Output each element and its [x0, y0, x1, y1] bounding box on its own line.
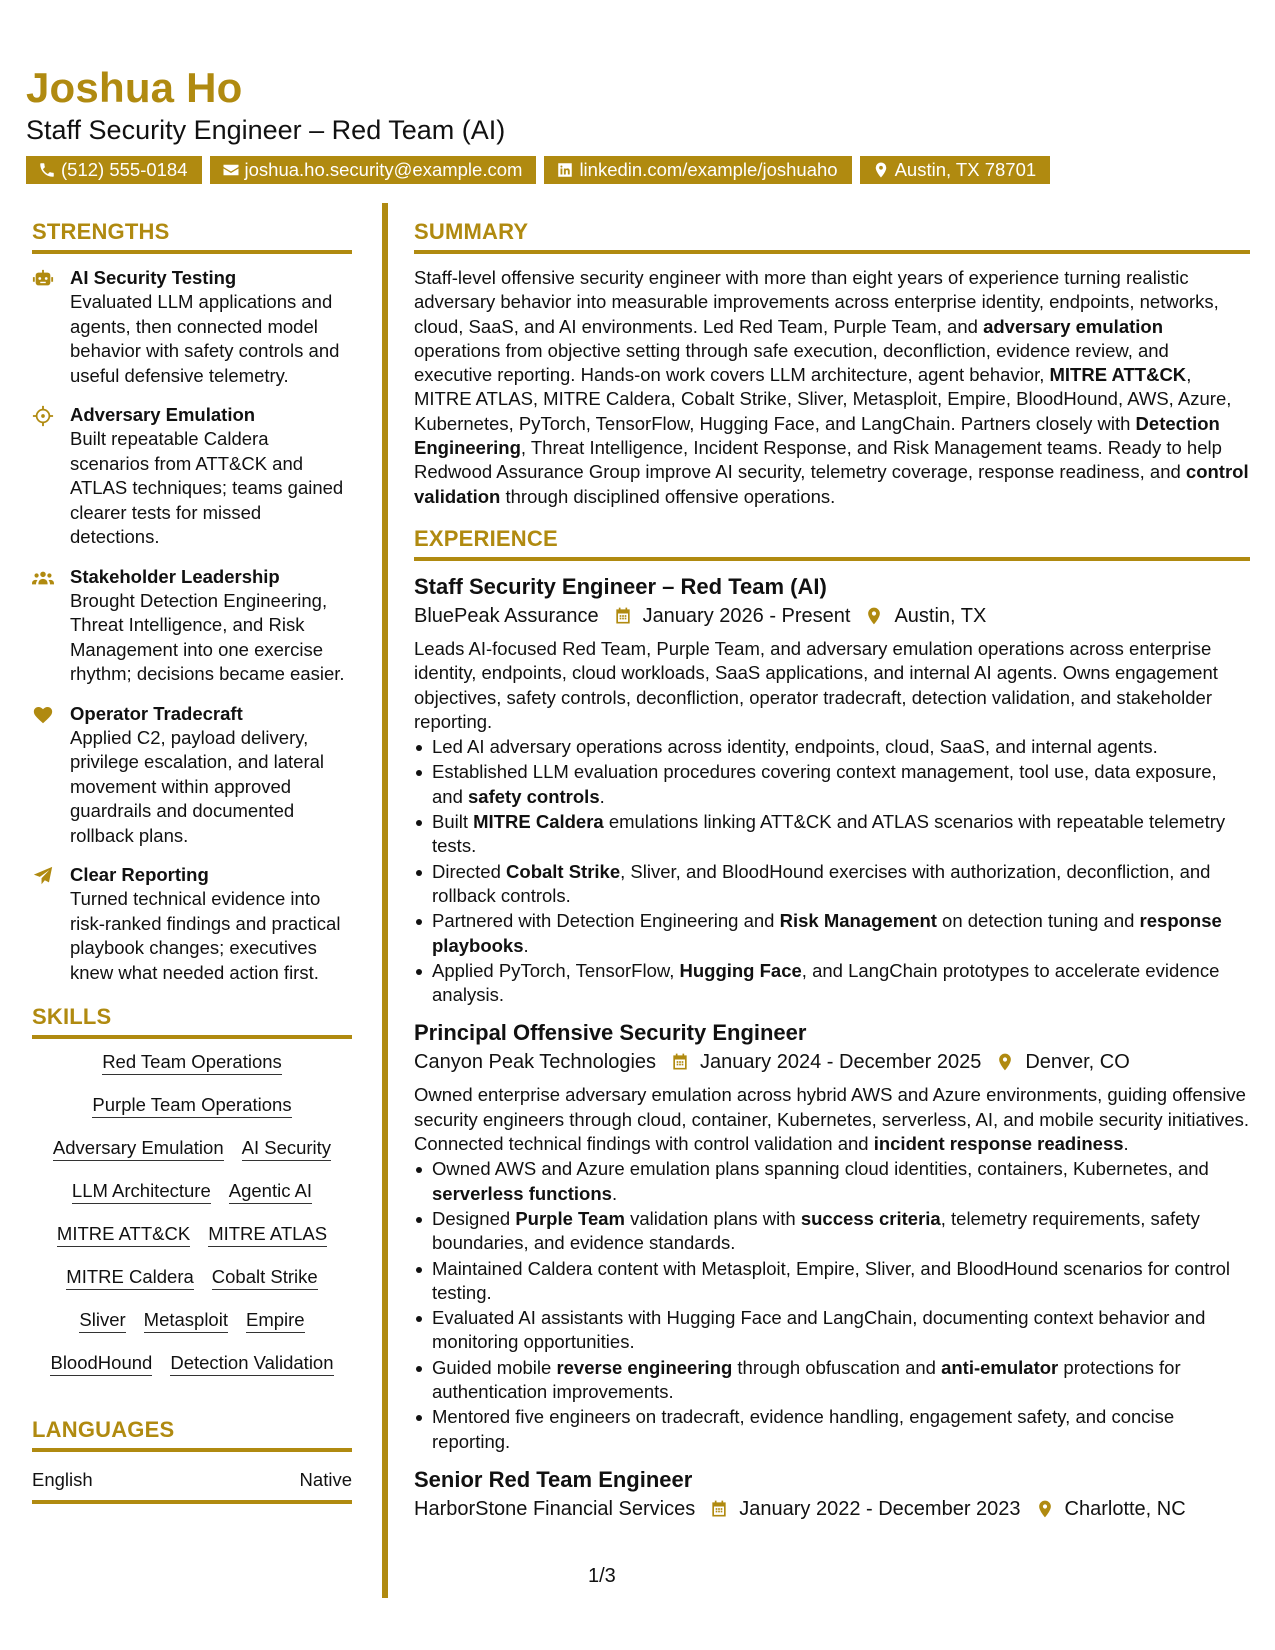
email-text: joshua.ho.security@example.com [244, 159, 523, 180]
location-contact [860, 156, 1051, 184]
robot-icon [32, 268, 54, 290]
strength-title: AI Security Testing [70, 267, 237, 288]
strength-title: Clear Reporting [70, 864, 209, 885]
strength-item [32, 702, 352, 849]
strength-description: Evaluated LLM applications and agents, then connected model behavior with safety controls and useful defensive telemetry. [70, 291, 340, 386]
bullet-item: Applied PyTorch, TensorFlow, Hugging Face, and LangChain prototypes to accelerate evidence analysis. [414, 959, 1250, 1008]
phone-icon [38, 161, 56, 179]
resume-header [26, 62, 1256, 184]
skill-tag: Empire [246, 1309, 305, 1333]
strength-item [32, 266, 352, 388]
strength-description: Brought Detection Engineering, Threat Intelligence, and Risk Management into one exercise rhythm; decisions became easier. [70, 589, 345, 684]
job-title: Senior Red Team Engineer [414, 1466, 693, 1492]
calendar-icon [670, 1052, 690, 1072]
page-number: 1/3 [588, 1565, 616, 1587]
languages-heading: LANGUAGES [32, 1416, 352, 1452]
map-pin-icon [1035, 1499, 1055, 1519]
job-dates: January 2026 - Present [642, 604, 851, 627]
job-meta [414, 1494, 1250, 1524]
job-entry [414, 573, 1250, 1007]
skill-tag: Purple Team Operations [92, 1094, 291, 1118]
job-description: Owned enterprise adversary emulation across hybrid AWS and Azure environments, guiding offensive security engineers through cloud, container, Kubernetes, serverless, AI, and mobile security initiatives. Connected technical findings with control validation and incident response readiness. [414, 1084, 1249, 1155]
skill-tag: Cobalt Strike [212, 1266, 318, 1290]
job-location: Denver, CO [1025, 1051, 1130, 1074]
skill-tag: AI Security [242, 1137, 331, 1161]
skill-tag: LLM Architecture [72, 1180, 211, 1204]
job-title: Principal Offensive Security Engineer [414, 1020, 807, 1046]
job-entry [414, 1019, 1250, 1453]
strength-description: Built repeatable Caldera scenarios from ATT&CK and ATLAS techniques; teams gained clearer tests for missed detections. [70, 428, 344, 547]
bullet-item: Established LLM evaluation procedures covering context management, tool use, data exposure, and safety controls. [414, 760, 1250, 809]
crosshair-icon [32, 405, 54, 427]
job-meta [414, 1047, 1250, 1077]
language-level: Native [299, 1469, 352, 1490]
heart-icon [32, 704, 54, 726]
job-location: Austin, TX [894, 604, 987, 627]
strength-item [32, 565, 352, 687]
skills-list [32, 1051, 352, 1376]
bullet-item: Guided mobile reverse engineering through obfuscation and anti-emulator protections for authentication improvements. [414, 1356, 1250, 1405]
right-column [414, 218, 1250, 1536]
skill-tag: Adversary Emulation [53, 1137, 224, 1161]
email-contact[interactable] [210, 156, 537, 184]
phone-text: (512) 555-0184 [61, 159, 188, 180]
paper-plane-icon [32, 865, 54, 887]
map-pin-icon [995, 1052, 1015, 1072]
job-bullets [414, 1157, 1250, 1454]
skill-row [32, 1094, 352, 1118]
strength-description: Turned technical evidence into risk-ranked findings and practical playbook changes; executives knew what needed action first. [70, 888, 341, 983]
skill-row [32, 1352, 352, 1376]
job-dates: January 2022 - December 2023 [739, 1497, 1021, 1520]
skill-tag: MITRE ATT&CK [57, 1223, 190, 1247]
strength-item [32, 863, 352, 985]
strength-title: Adversary Emulation [70, 404, 256, 425]
job-company: Canyon Peak Technologies [414, 1051, 657, 1074]
skill-row [32, 1137, 352, 1161]
bullet-item: Partnered with Detection Engineering and Risk Management on detection tuning and response playbooks. [414, 909, 1250, 958]
bullet-item: Owned AWS and Azure emulation plans spanning cloud identities, containers, Kubernetes, and serverless functions. [414, 1157, 1250, 1206]
job-entry [414, 1466, 1250, 1524]
column-divider [382, 203, 388, 1598]
bullet-item: Maintained Caldera content with Metasploit, Empire, Sliver, and BloodHound scenarios for control testing. [414, 1257, 1250, 1306]
calendar-icon [709, 1499, 729, 1519]
skill-tag: Metasploit [144, 1309, 228, 1333]
skill-tag: Agentic AI [229, 1180, 312, 1204]
skill-tag: Sliver [79, 1309, 125, 1333]
bullet-item: Designed Purple Team validation plans with success criteria, telemetry requirements, safety boundaries, and evidence standards. [414, 1207, 1250, 1256]
location-text: Austin, TX 78701 [894, 159, 1037, 180]
contact-bar [26, 156, 1256, 184]
phone-contact[interactable] [26, 156, 202, 184]
skill-row [32, 1180, 352, 1204]
job-company: BluePeak Assurance [414, 604, 599, 627]
left-column [32, 218, 352, 1504]
skill-tag: BloodHound [50, 1352, 152, 1376]
skill-row [32, 1223, 352, 1247]
bullet-item: Mentored five engineers on tradecraft, evidence handling, engagement safety, and concise reporting. [414, 1405, 1250, 1454]
experience-heading: EXPERIENCE [414, 525, 1250, 561]
skill-tag: Red Team Operations [102, 1051, 282, 1075]
strengths-heading: STRENGTHS [32, 218, 352, 254]
calendar-icon [613, 606, 633, 626]
map-pin-icon [872, 161, 890, 179]
summary-text: Staff-level offensive security engineer with more than eight years of experience turning realistic adversary behavior into measurable improvements across enterprise identity, endpoints, networks, cloud, SaaS, and AI environments. Led Red Team, Purple Team, and adversary emulation operations from objective setting through safe execution, deconfliction, evidence review, and executive reporting. Hands-on work covers LLM architecture, agent behavior, MITRE ATT&CK, MITRE ATLAS, MITRE Caldera, Cobalt Strike, Sliver, Metasploit, Empire, BloodHound, AWS, Azure, Kubernetes, PyTorch, TensorFlow, Hugging Face, and LangChain. Partners closely with Detection Engineering, Threat Intelligence, Incident Response, and Risk Management teams. Ready to help Redwood Assurance Group improve AI security, telemetry coverage, response readiness, and control validation through disciplined offensive operations. [414, 267, 1249, 507]
skill-row [32, 1051, 352, 1075]
skill-tag: Detection Validation [170, 1352, 333, 1376]
job-location: Charlotte, NC [1064, 1497, 1186, 1520]
skill-row [32, 1266, 352, 1290]
language-name: English [32, 1469, 93, 1490]
job-description: Leads AI-focused Red Team, Purple Team, and adversary emulation operations across enterprise identity, endpoints, cloud workloads, SaaS applications, and internal AI agents. Owns engagement objectives, safety controls, deconfliction, operator tradecraft, detection validation, and stakeholder reporting. [414, 637, 1218, 732]
users-icon [32, 567, 54, 589]
linkedin-text: linkedin.com/example/joshuaho [579, 159, 838, 180]
bullet-item: Directed Cobalt Strike, Sliver, and BloodHound exercises with authorization, deconfliction, and rollback controls. [414, 860, 1250, 909]
strength-title: Stakeholder Leadership [70, 565, 280, 587]
experience-list [414, 573, 1250, 1524]
skills-heading: SKILLS [32, 1003, 352, 1039]
map-pin-icon [864, 606, 884, 626]
candidate-title: Staff Security Engineer – Red Team (AI) [26, 115, 506, 145]
linkedin-icon [556, 161, 574, 179]
skill-tag: MITRE ATLAS [208, 1223, 327, 1247]
bullet-item: Built MITRE Caldera emulations linking ATT&CK and ATLAS scenarios with repeatable telemetry tests. [414, 810, 1250, 859]
skill-row [32, 1309, 352, 1333]
job-dates: January 2024 - December 2025 [700, 1051, 982, 1074]
strength-item [32, 403, 352, 550]
bullet-item: Led AI adversary operations across identity, endpoints, cloud, SaaS, and internal agents. [414, 735, 1250, 759]
strength-description: Applied C2, payload delivery, privilege escalation, and lateral movement within approved guardrails and documented rollback plans. [70, 726, 325, 846]
bullet-item: Evaluated AI assistants with Hugging Face and LangChain, documenting context behavior and monitoring opportunities. [414, 1306, 1250, 1355]
job-bullets [414, 735, 1250, 1007]
linkedin-contact[interactable] [544, 156, 851, 184]
summary-heading: SUMMARY [414, 218, 1250, 254]
strength-title: Operator Tradecraft [70, 702, 243, 724]
envelope-icon [222, 161, 240, 179]
job-title: Staff Security Engineer – Red Team (AI) [414, 573, 827, 599]
job-company: HarborStone Financial Services [414, 1497, 696, 1520]
candidate-name: Joshua Ho [26, 64, 243, 111]
language-item [32, 1464, 352, 1504]
skill-tag: MITRE Caldera [66, 1266, 193, 1290]
job-meta [414, 601, 1250, 631]
